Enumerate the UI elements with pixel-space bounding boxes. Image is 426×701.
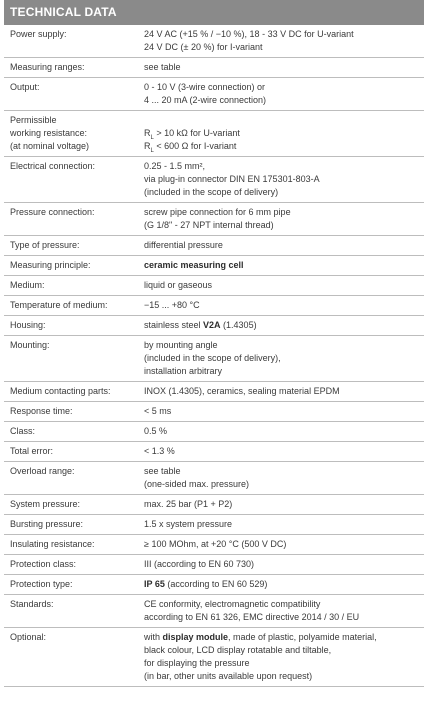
table-row (4, 575, 424, 595)
table-row (4, 256, 424, 276)
table-row (4, 78, 424, 111)
table-row (4, 203, 424, 236)
spec-value: IP 65 (according to EN 60 529) (132, 575, 424, 595)
technical-data-sheet (4, 0, 424, 687)
spec-value: differential pressure (132, 236, 424, 256)
spec-label: Electrical connection: (4, 157, 132, 203)
table-row (4, 316, 424, 336)
table-row (4, 296, 424, 316)
spec-value: with display module, made of plastic, polyamide material, black colour, LCD display rotatable and tiltable, for displaying the pressure (in bar, other units available upon request) (132, 628, 424, 687)
spec-value: CE conformity, electromagnetic compatibility according to EN 61 326, EMC directive 2014 / 30 / EU (132, 595, 424, 628)
section-header: TECHNICAL DATA (4, 0, 424, 25)
spec-value: see table (132, 58, 424, 78)
spec-label: System pressure: (4, 495, 132, 515)
spec-value: 24 V AC (+15 % / −10 %), 18 - 33 V DC for U-variant 24 V DC (± 20 %) for I-variant (132, 25, 424, 58)
spec-value: 0.5 % (132, 422, 424, 442)
table-row (4, 535, 424, 555)
spec-label: Measuring principle: (4, 256, 132, 276)
spec-value: INOX (1.4305), ceramics, sealing material EPDM (132, 382, 424, 402)
spec-label: Class: (4, 422, 132, 442)
table-row (4, 58, 424, 78)
table-row (4, 25, 424, 58)
table-row (4, 462, 424, 495)
spec-label: Permissible working resistance: (at nominal voltage) (4, 111, 132, 157)
spec-value: stainless steel V2A (1.4305) (132, 316, 424, 336)
spec-label: Overload range: (4, 462, 132, 495)
spec-value: III (according to EN 60 730) (132, 555, 424, 575)
spec-label: Optional: (4, 628, 132, 687)
table-row (4, 276, 424, 296)
spec-value: by mounting angle (included in the scope of delivery), installation arbitrary (132, 336, 424, 382)
table-row (4, 402, 424, 422)
spec-table (4, 25, 424, 687)
spec-value: < 5 ms (132, 402, 424, 422)
table-row (4, 628, 424, 687)
table-row (4, 442, 424, 462)
spec-label: Medium: (4, 276, 132, 296)
spec-label: Standards: (4, 595, 132, 628)
table-row (4, 236, 424, 256)
spec-value: see table (one-sided max. pressure) (132, 462, 424, 495)
table-row (4, 555, 424, 575)
spec-label: Protection class: (4, 555, 132, 575)
table-row (4, 422, 424, 442)
spec-label: Medium contacting parts: (4, 382, 132, 402)
spec-label: Output: (4, 78, 132, 111)
spec-label: Measuring ranges: (4, 58, 132, 78)
table-row (4, 382, 424, 402)
spec-value: $R_L > 10$ kΩ for U-variant $R_L < 600$ Ω for I-variant (132, 111, 424, 157)
spec-label: Temperature of medium: (4, 296, 132, 316)
table-row (4, 336, 424, 382)
spec-label: Power supply: (4, 25, 132, 58)
spec-value: 0 - 10 V (3-wire connection) or 4 ... 20 mA (2-wire connection) (132, 78, 424, 111)
spec-label: Protection type: (4, 575, 132, 595)
spec-value: liquid or gaseous (132, 276, 424, 296)
spec-value: 0.25 - 1.5 mm², via plug-in connector DIN EN 175301-803-A (included in the scope of delivery) (132, 157, 424, 203)
spec-label: Pressure connection: (4, 203, 132, 236)
spec-value: −15 ... +80 °C (132, 296, 424, 316)
spec-value: screw pipe connection for 6 mm pipe (G 1/8" - 27 NPT internal thread) (132, 203, 424, 236)
table-row (4, 111, 424, 157)
spec-label: Insulating resistance: (4, 535, 132, 555)
spec-label: Type of pressure: (4, 236, 132, 256)
spec-label: Total error: (4, 442, 132, 462)
spec-label: Housing: (4, 316, 132, 336)
spec-label: Bursting pressure: (4, 515, 132, 535)
table-row (4, 157, 424, 203)
spec-value: max. 25 bar (P1 + P2) (132, 495, 424, 515)
spec-value: ≥ 100 MOhm, at +20 °C (500 V DC) (132, 535, 424, 555)
spec-value: < 1.3 % (132, 442, 424, 462)
spec-label: Mounting: (4, 336, 132, 382)
table-row (4, 495, 424, 515)
table-row (4, 515, 424, 535)
spec-value: ceramic measuring cell (132, 256, 424, 276)
spec-value: 1.5 x system pressure (132, 515, 424, 535)
spec-label: Response time: (4, 402, 132, 422)
table-row (4, 595, 424, 628)
